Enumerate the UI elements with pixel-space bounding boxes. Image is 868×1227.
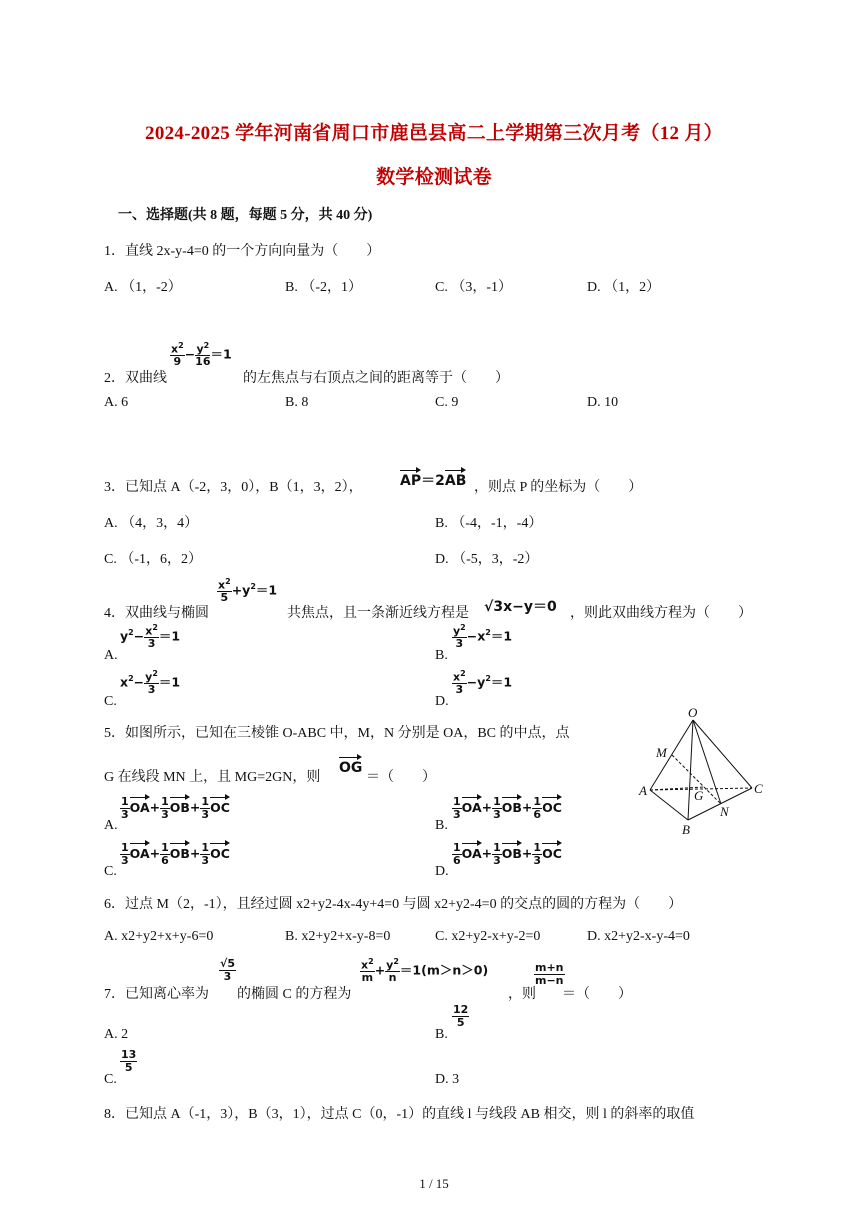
q7-option-b: B. — [435, 1027, 448, 1042]
q5-option-d-formula: $\frac{1}{6}$ OA+ $\frac{1}{3}$ OB+ $\frac{1}{3}$ OC — [453, 841, 562, 867]
q7-b-denominator: 5 — [456, 1015, 465, 1029]
q8-stem: 8．已知点 A（-1，3），B（3，1），过点 C（0，-1）的直线 l 与线段 AB 相交，则 l 的斜率的取值 — [104, 1107, 695, 1122]
q5-line2-suffix: ＝（ ） — [366, 770, 436, 785]
q7-c-denominator: 5 — [124, 1060, 133, 1074]
q7-ratio: $\frac{m+n}{m-n}$ — [535, 961, 564, 987]
q7-option-b-value — [452, 1004, 469, 1028]
q7-part1: 7．已知离心率为 — [104, 987, 209, 1002]
q2-option-d: D. 10 — [587, 395, 619, 410]
q1-option-d: D. （1，2） — [587, 280, 661, 295]
page-number: 1 / 15 — [419, 1176, 449, 1191]
q2-option-b: B. 8 — [285, 395, 309, 410]
section-heading: 一、选择题(共 8 题，每题 5 分，共 40 分) — [118, 208, 373, 223]
q4-asymptote-text: 3x−y＝0 — [493, 599, 557, 615]
q7-option-c: C. — [104, 1072, 117, 1087]
q7-option-d: D. 3 — [435, 1072, 460, 1087]
q7-option-a: A. 2 — [104, 1027, 129, 1042]
q2-option-c: C. 9 — [435, 395, 459, 410]
q6-option-a: A. x2+y2+x+y-6=0 — [104, 929, 214, 944]
q4-option-d: D. — [435, 694, 449, 709]
label-m: M — [656, 745, 667, 760]
q5-option-b: B. — [435, 818, 448, 833]
q3-option-c: C. （-1，6，2） — [104, 552, 202, 567]
label-b: B — [682, 822, 690, 837]
q5-vector-og — [339, 760, 362, 776]
label-a: A — [639, 783, 647, 798]
q5-vec-og-text: OG — [339, 760, 363, 776]
q5-line2-prefix: G 在线段 MN 上，且 MG=2GN，则 — [104, 770, 321, 785]
q5-line1: 5．如图所示，已知在三棱锥 O-ABC 中，M，N 分别是 OA，BC 的中点，点 — [104, 726, 570, 741]
q7-condition: ＝1(m＞n＞0) — [399, 962, 489, 978]
q4-ellipse-equation: $\frac{x^2}{5}$ $+y^2=1$ — [218, 577, 278, 605]
label-n: N — [720, 804, 729, 819]
q4-asymptote: √3x−y＝0 — [484, 599, 557, 615]
q5-option-a-formula: $\frac{1}{3}$ OA+ $\frac{1}{3}$ OB+ $\frac{1}{3}$ OC — [121, 795, 230, 821]
q1-option-c: C. （3，-1） — [435, 280, 512, 295]
q7-part2: 的椭圆 C 的方程为 — [237, 987, 352, 1002]
label-g: G — [694, 788, 704, 803]
q4-option-b: B. — [435, 648, 448, 663]
q7-b-numerator: 12 — [453, 1003, 469, 1016]
q7-eccentricity: $\frac{√5}{3}$ — [220, 957, 235, 983]
q4-option-a-formula: $y^2-$ $\frac{x^2}{3}$ ＝1 — [120, 623, 181, 651]
q4-option-b-formula: $\frac{y^2}{3}$ $-x^2=1$ — [453, 623, 513, 651]
q4-option-c: C. — [104, 694, 117, 709]
q4-option-a: A. — [104, 648, 118, 663]
q2-suffix: 的左焦点与右顶点之间的距离等于（ ） — [243, 371, 509, 386]
label-c: C — [754, 781, 763, 796]
q4-option-c-formula: $x^2-$ $\frac{y^2}{3}$ ＝1 — [120, 669, 181, 697]
q3-prefix: 3．已知点 A（-2，3，0），B（1，3，2）， — [104, 480, 363, 495]
q2-option-a: A. 6 — [104, 395, 129, 410]
page-subtitle: 数学检测试卷 — [376, 167, 492, 188]
q1-stem: 1．直线 2x-y-4=0 的一个方向向量为（ ） — [104, 244, 381, 259]
q1-option-b: B. （-2，1） — [285, 280, 362, 295]
q3-option-d: D. （-5，3，-2） — [435, 552, 539, 567]
q4-prefix: 4．双曲线与椭圆 — [104, 606, 209, 621]
q2-prefix: 2．双曲线 — [104, 371, 167, 386]
q5-option-d: D. — [435, 864, 449, 879]
q3-suffix: ，则点 P 的坐标为（ ） — [474, 480, 643, 495]
q4-option-d-formula: $\frac{x^2}{3}$ $-y^2=1$ — [453, 669, 513, 697]
q1-option-a: A. （1，-2） — [104, 280, 182, 295]
q7-option-c-value — [120, 1049, 137, 1073]
q6-option-d: D. x2+y2-x-y-4=0 — [587, 929, 690, 944]
q3-vector-equation: AP＝2AB — [400, 473, 467, 489]
q7-part3: ，则 — [508, 987, 536, 1002]
q5-option-c-formula: $\frac{1}{3}$ OA+ $\frac{1}{6}$ OB+ $\frac{1}{3}$ OC — [121, 841, 230, 867]
q6-option-b: B. x2+y2+x-y-8=0 — [285, 929, 391, 944]
q7-c-numerator: 13 — [121, 1048, 137, 1061]
tetrahedron-figure — [636, 706, 766, 840]
q6-option-c: C. x2+y2-x+y-2=0 — [435, 929, 541, 944]
q3-option-b: B. （-4，-1，-4） — [435, 516, 543, 531]
q5-option-b-formula: $\frac{1}{3}$ OA+ $\frac{1}{3}$ OB+ $\frac{1}{6}$ OC — [453, 795, 562, 821]
q2-hyperbola-equation: $\frac{x^2}{9}$ − $\frac{y^2}{16}$ ＝1 — [171, 341, 232, 369]
q4-mid: 共焦点，且一条渐近线方程是 — [287, 606, 469, 621]
q5-option-c: C. — [104, 864, 117, 879]
page-title: 2024-2025 学年河南省周口市鹿邑县高二上学期第三次月考（12 月） — [145, 123, 723, 144]
q6-stem: 6．过点 M（2，-1），且经过圆 x2+y2-4x-4y+4=0 与圆 x2+y2-4=0 的交点的圆的方程为（ ） — [104, 897, 683, 912]
q7-ellipse-equation: $\frac{x^2}{m}$ + $\frac{y^2}{n}$ ＝1(m＞n＞0) — [361, 957, 489, 985]
q7-part4: ＝（ ） — [562, 987, 632, 1002]
q3-option-a: A. （4，3，4） — [104, 516, 199, 531]
label-o: O — [688, 706, 698, 720]
q5-option-a: A. — [104, 818, 118, 833]
q4-suffix: ，则此双曲线方程为（ ） — [570, 606, 752, 621]
